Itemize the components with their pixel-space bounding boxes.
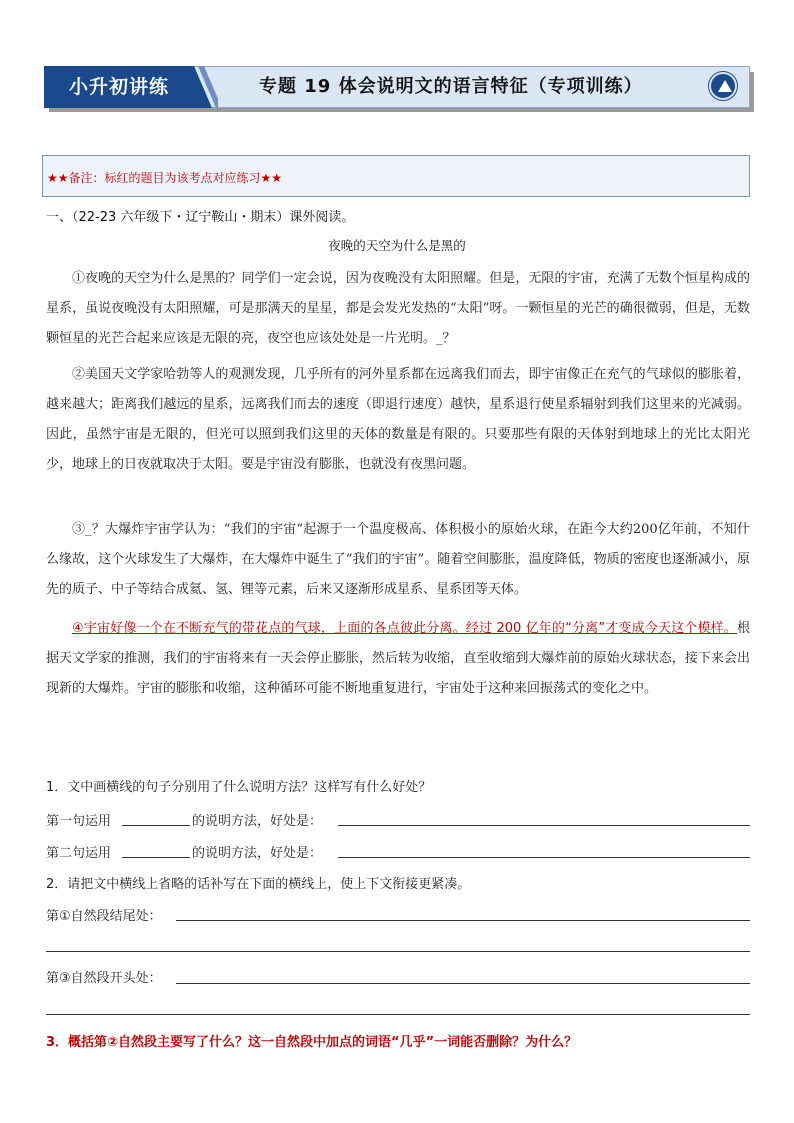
q2-a-blank-1[interactable]: [176, 920, 750, 921]
paragraph-3-text: ③_？大爆炸宇宙学认为：“我们的宇宙”起源于一个温度极高、体积极小的原始火球，在距今大约200亿年前，不知什么缘故，这个火球发生了大爆炸，在大爆炸中诞生了“我们的宇宙”。随着空间膨胀，温度降低，物质的密度也逐渐减小，原先的质子、中子等结合成氦、氢、锂等元素，后来又逐渐形成星系、星系团等天体。: [46, 522, 750, 597]
q1-line-b-suffix: 的说明方法，好处是：: [192, 846, 323, 861]
topic-title: 专题 19 体会说明文的语言特征（专项训练）: [259, 76, 643, 97]
question-2: 2．请把文中横线上省略的话补写在下面的横线上，使上下文衔接更紧凑。: [46, 877, 471, 892]
note-text: ★★备注：标红的题目为该考点对应练习★★: [47, 171, 283, 185]
q2-a-label: 第①自然段结尾处：: [46, 909, 162, 924]
q1-a-benefit-blank[interactable]: [338, 825, 750, 826]
q2-a-blank-2[interactable]: [46, 951, 750, 952]
q2-b-blank-1[interactable]: [176, 983, 750, 984]
paragraph-3: [46, 515, 750, 605]
paragraph-1: [46, 264, 750, 354]
page-header: [44, 66, 754, 112]
series-label: 小升初讲练: [68, 76, 169, 98]
underlined-sentence: ④宇宙好像一个在不断充气的带花点的气球，上面的各点彼此分离。经过 200 亿年的“分离”才变成今天这个模样。: [72, 621, 737, 636]
paragraph-2: [46, 360, 750, 480]
question-1: 1．文中画横线的句子分别用了什么说明方法？这样写有什么好处？: [46, 780, 432, 795]
note-box: [42, 155, 750, 197]
q1-b-method-blank[interactable]: [122, 857, 190, 858]
paragraph-4-body: [46, 614, 750, 704]
q1-b-benefit-blank[interactable]: [338, 857, 750, 858]
q1-line-a-prefix: 第一句运用: [46, 814, 112, 829]
paragraph-4: [46, 614, 750, 704]
paragraph-1-text: ①夜晚的天空为什么是黑的？同学们一定会说，因为夜晚没有太阳照耀。但是，无限的宇宙，充满了无数个恒星构成的星系，虽说夜晚没有太阳照耀，可是那满天的星星，都是会发光发热的“太阳”呀。一颗恒星的光芒的确很微弱，但是，无数颗恒星的光芒合起来应该是无限的亮，夜空也应该处处是一片光明。_？: [46, 271, 750, 346]
q1-line-b-prefix: 第二句运用: [46, 846, 112, 861]
section-title: 一、（22-23 六年级下・辽宁鞍山・期末）课外阅读。: [46, 210, 355, 225]
question-3: 3．概括第②自然段主要写了什么？这一自然段中加点的词语“几乎”一词能否删除？为什么？: [46, 1035, 578, 1050]
q2-b-blank-2[interactable]: [46, 1014, 750, 1015]
up-triangle-icon: [709, 72, 737, 100]
paragraph-2-text: ②美国天文学家哈勃等人的观测发现，几乎所有的河外星系都在远离我们而去，即宇宙像正在充气的气球似的膨胀着，越来越大；距离我们越远的星系，远离我们而去的速度（即退行速度）越快，星系退行使星系辐射到我们这里来的光减弱。因此，虽然宇宙是无限的，但光可以照到我们这里的天体的数量是有限的。只要那些有限的天体射到地球上的光比太阳光少，地球上的日夜就取决于太阳。要是宇宙没有膨胀，也就没有夜黑问题。: [46, 367, 750, 472]
q1-a-method-blank[interactable]: [122, 825, 190, 826]
article-title: 夜晚的天空为什么是黑的: [328, 238, 466, 253]
q1-line-a-suffix: 的说明方法，好处是：: [192, 814, 323, 829]
q2-b-label: 第③自然段开头处：: [46, 971, 162, 986]
paragraph-4-text: 根据天文学家的推测，我们的宇宙将来有一天会停止膨胀，然后转为收缩，直至收缩到大爆炸前的原始火球状态，接下来会出现新的大爆炸。宇宙的膨胀和收缩，这种循环可能不断地重复进行，宇宙处于这种来回振荡式的变化之中。: [46, 621, 750, 696]
